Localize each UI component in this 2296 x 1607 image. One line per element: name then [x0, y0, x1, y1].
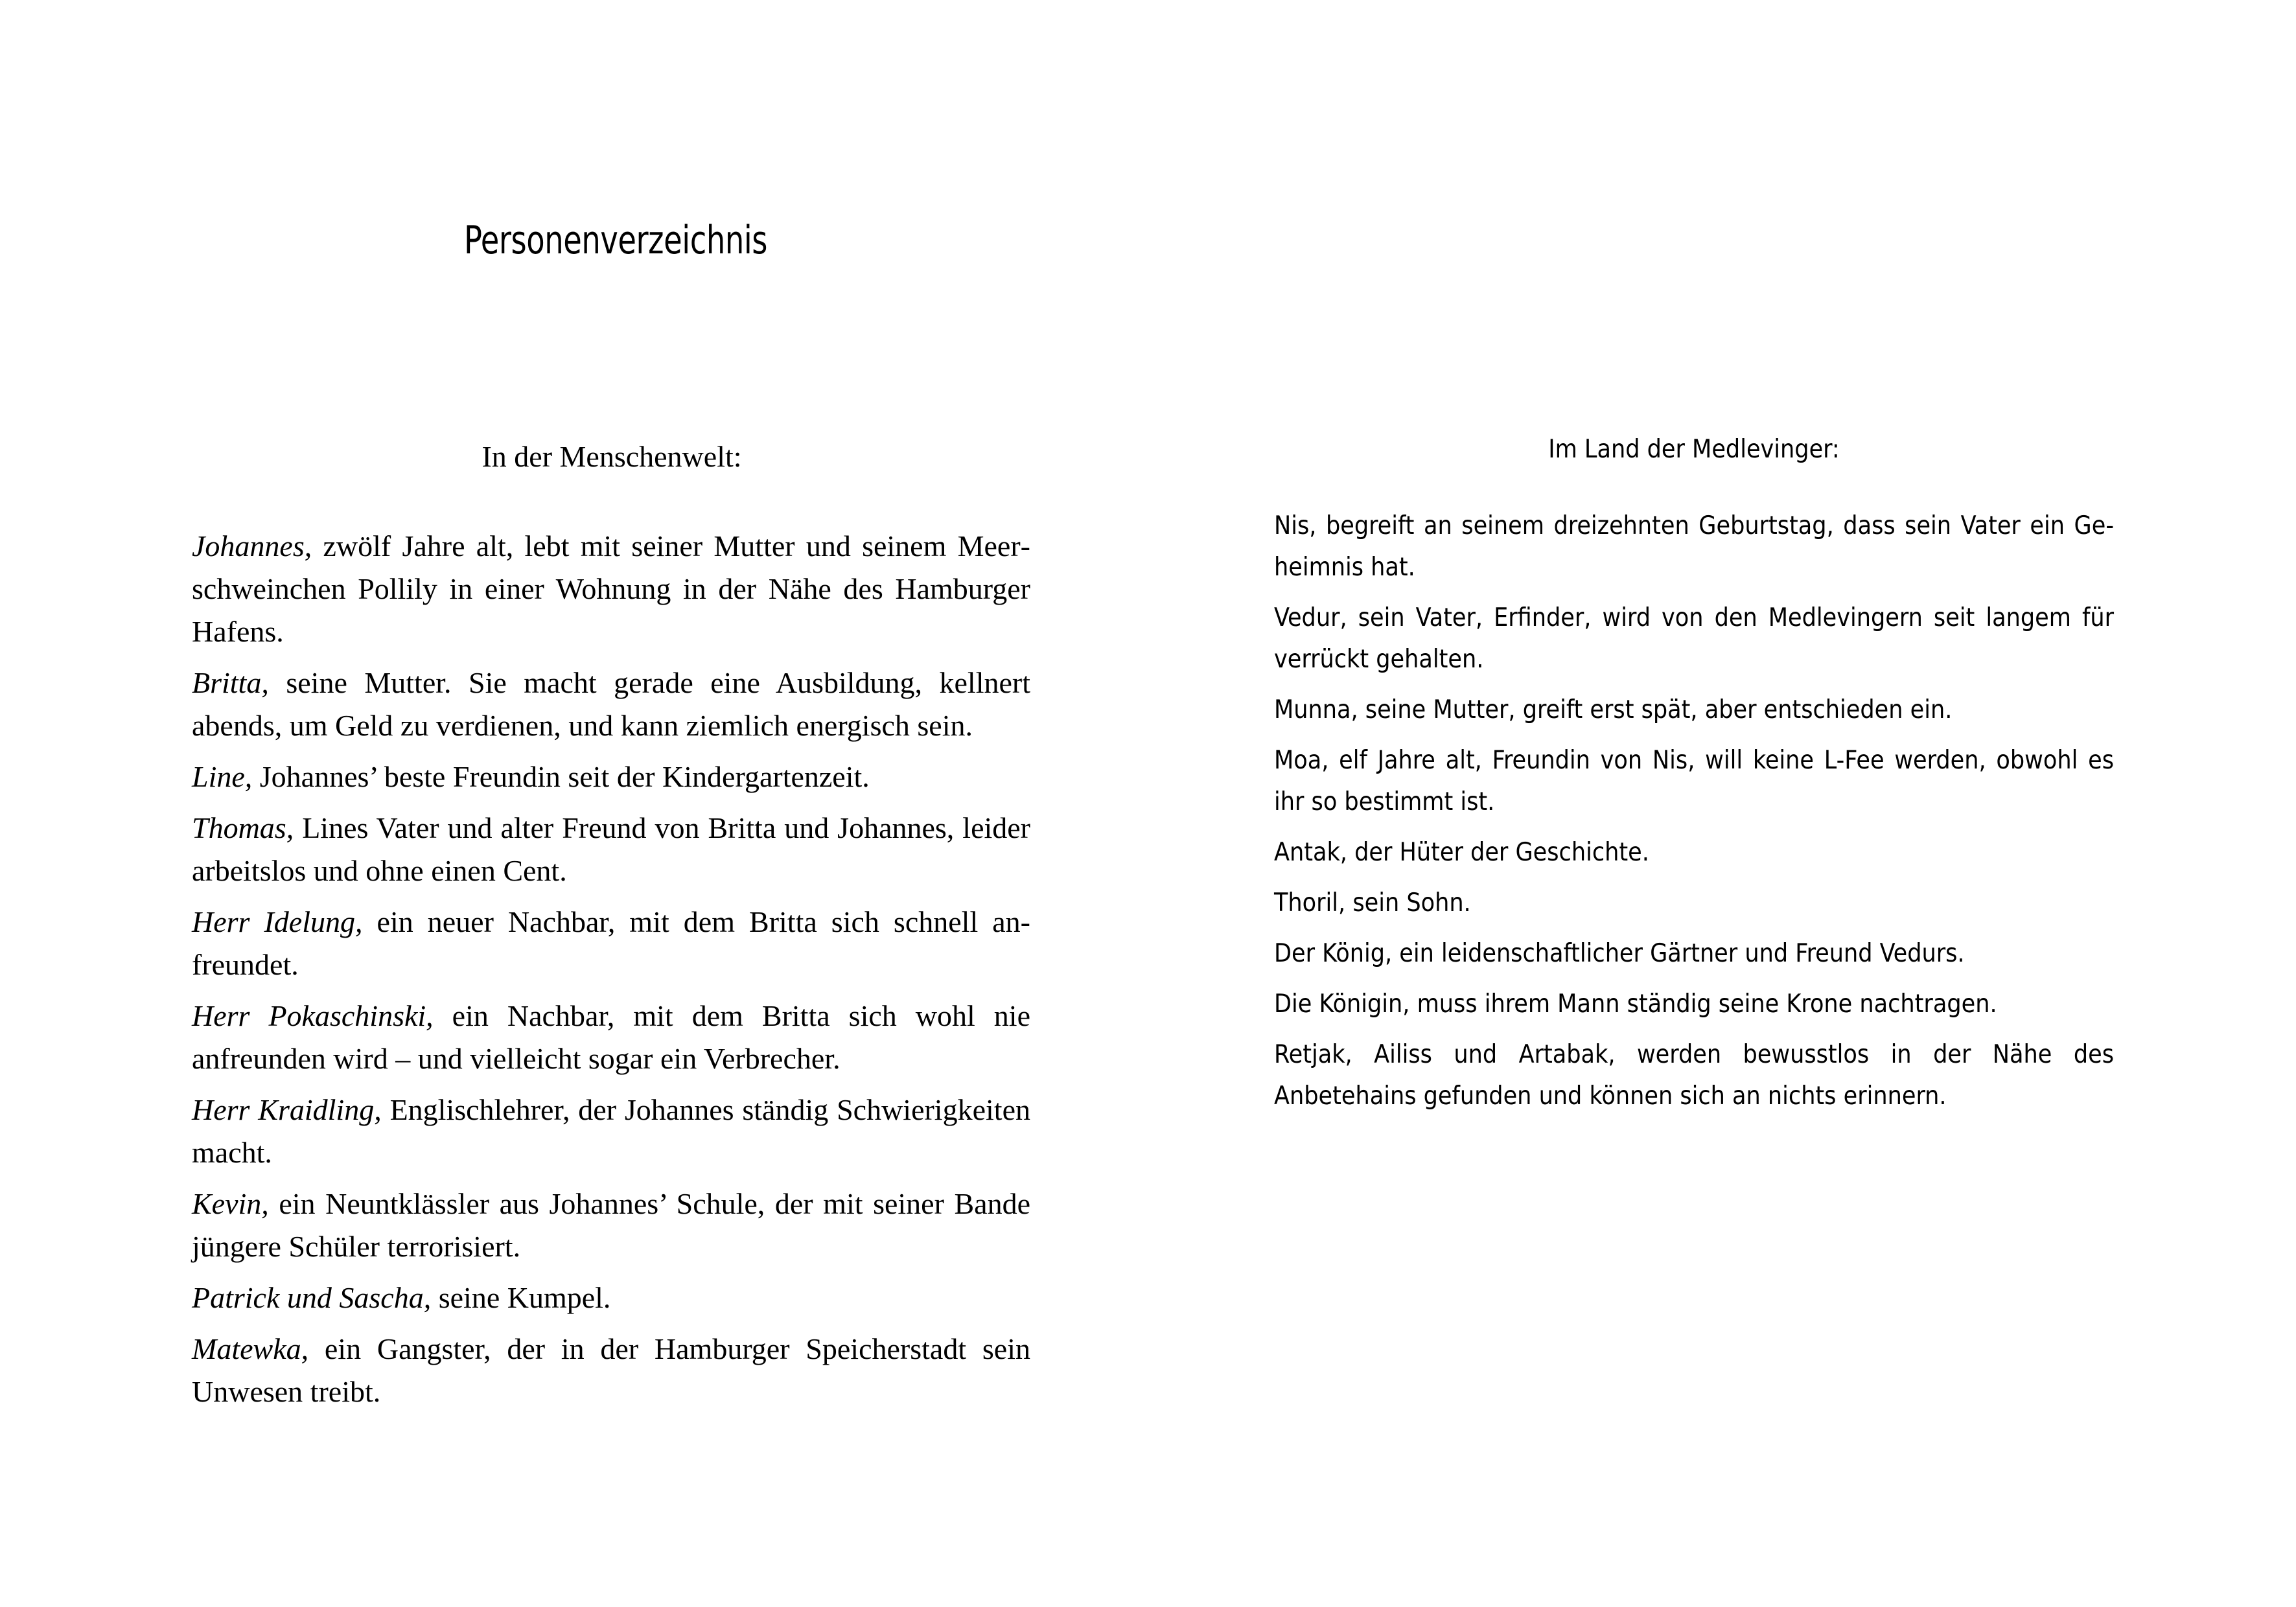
character-entry — [192, 756, 1030, 798]
character-entry: Thoril, sein Sohn. — [1274, 888, 1471, 918]
medlevinger-heading: Im Land der Medlevinger: — [1548, 435, 1840, 464]
human-world-heading: In der Menschenwelt: — [481, 440, 742, 473]
character-entry — [192, 1089, 1030, 1174]
character-name: Matewka, — [192, 1332, 309, 1365]
character-entry: Die Königin, muss ihrem Mann ständig seine Krone nachtragen. — [1274, 989, 1997, 1019]
character-name: Patrick und Sascha, — [192, 1281, 432, 1314]
character-entry: Retjak, Ailiss und Artabak, werden bewusstlos in der Nähe des Anbetehains gefunden und können sich an nichts erinnern. — [1274, 1040, 2114, 1111]
character-description: Lines Vater und alter Freund von Britta und Johannes, leider arbeitslos und ohne einen Cent. — [192, 811, 1030, 887]
character-entry — [192, 995, 1030, 1080]
character-name: Kevin, — [192, 1187, 269, 1220]
character-name: Herr Kraidling, — [192, 1093, 382, 1126]
character-description: Johannes’ beste Freundin seit der Kindergartenzeit. — [252, 760, 870, 793]
character-description: ein neuer Nachbar, mit dem Britta sich schnell anfreundet. — [192, 905, 1030, 981]
character-entry: Antak, der Hüter der Geschichte. — [1274, 838, 1649, 867]
character-name: Johannes, — [192, 529, 312, 562]
character-description: Englischlehrer, der Johannes ständig Schwierigkeiten macht. — [192, 1093, 1030, 1169]
character-name: Thomas, — [192, 811, 294, 844]
character-entry — [192, 807, 1030, 892]
character-description: zwölf Jahre alt, lebt mit seiner Mutter und seinem Meerschweinchen Pollily in einer Wohnung in der Nähe des Hamburger Hafens. — [192, 529, 1030, 648]
human-world-column — [192, 435, 1030, 1422]
character-entry — [192, 1183, 1030, 1268]
character-name: Line, — [192, 760, 253, 793]
character-entry — [192, 901, 1030, 986]
character-description: seine Kumpel. — [431, 1281, 611, 1314]
character-entry: Nis, begreift an seinem dreizehnten Geburtstag, dass sein Vater ein Geheimnis hat. — [1274, 511, 2114, 582]
character-entry: Vedur, sein Vater, Erfinder, wird von den Medlevingern seit langem für verrückt gehalten. — [1274, 603, 2114, 674]
page-title: Personenverzeichnis — [464, 218, 768, 263]
character-name: Herr Pokaschinski, — [192, 999, 434, 1032]
medlevinger-column — [1274, 429, 2114, 1126]
character-name: Britta, — [192, 666, 269, 699]
character-entry — [192, 1277, 1030, 1319]
character-name: Herr Idelung, — [192, 905, 363, 938]
character-entry — [192, 662, 1030, 747]
character-description: ein Neuntklässler aus Johannes’ Schule, der mit seiner Bande jüngere Schüler terrorisiert. — [192, 1187, 1030, 1263]
character-description: ein Gangster, der in der Hamburger Speicherstadt sein Unwesen treibt. — [192, 1332, 1030, 1408]
character-entry — [192, 525, 1030, 653]
character-description: seine Mutter. Sie macht gerade eine Ausbildung, kellnert abends, um Geld zu verdienen, und kann ziemlich energisch sein. — [192, 666, 1030, 742]
character-description: ein Nachbar, mit dem Britta sich wohl nie anfreunden wird – und vielleicht sogar ein Verbrecher. — [192, 999, 1030, 1075]
character-entry: Der König, ein leidenschaftlicher Gärtner und Freund Vedurs. — [1274, 939, 1965, 968]
character-entry: Munna, seine Mutter, greift erst spät, aber entschieden ein. — [1274, 695, 1953, 724]
character-entry — [192, 1328, 1030, 1413]
character-entry: Moa, elf Jahre alt, Freundin von Nis, will keine L-Fee werden, obwohl es ihr so bestimmt ist. — [1274, 746, 2114, 816]
